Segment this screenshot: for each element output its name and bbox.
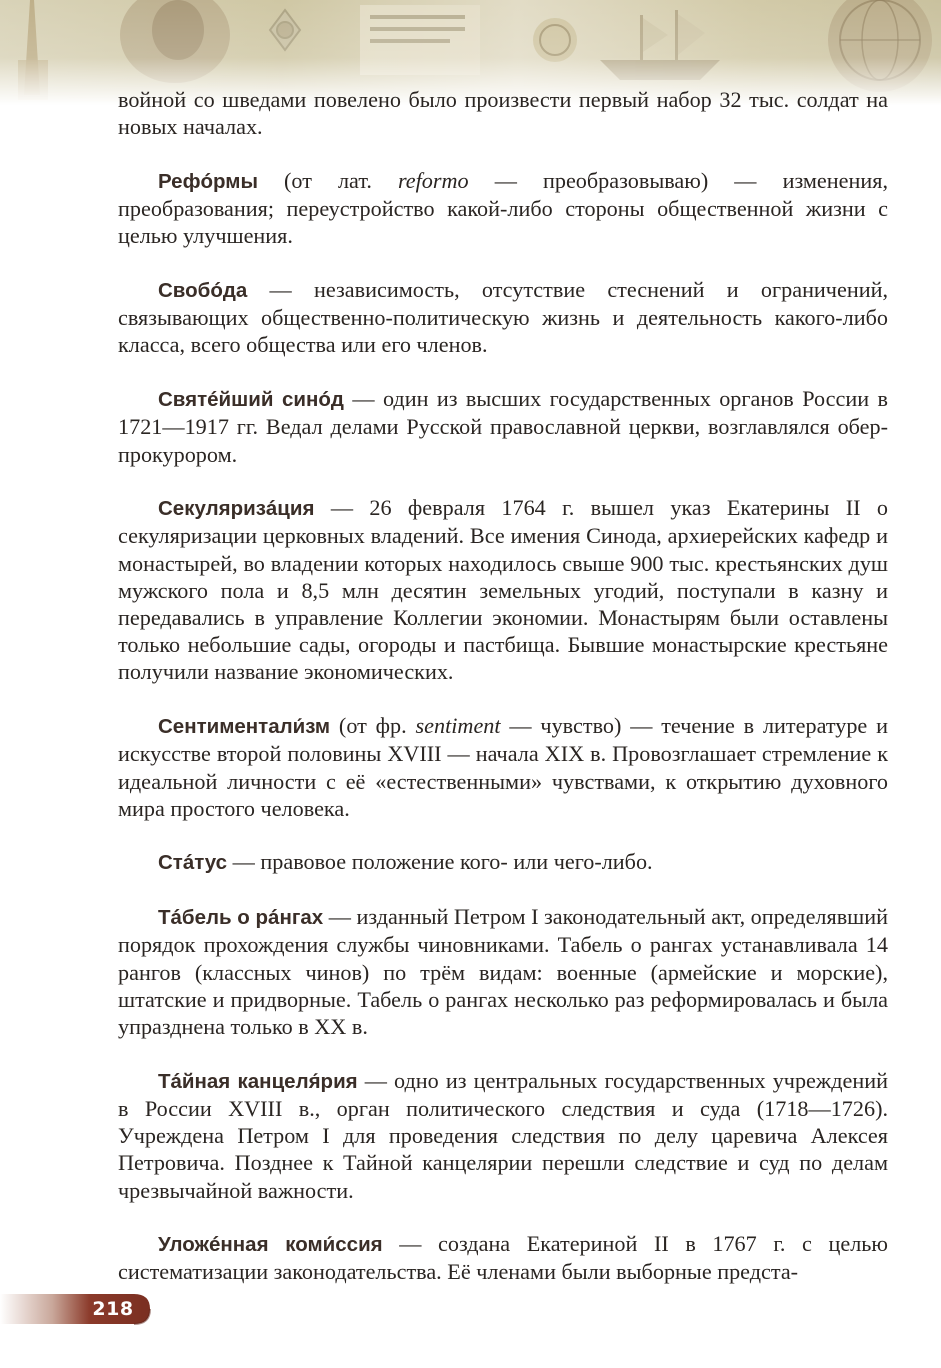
intro-text: войной со шведами повелено было произвести первый набор 32 тыс. солдат на новых началах. — [118, 87, 888, 140]
glossary-entry-tabel — [118, 903, 888, 1040]
term-sekulyarizatsiya: Секуляризáция — [158, 497, 315, 521]
glossary-entry-kantselyariya — [118, 1067, 888, 1204]
sentimentalizm-before-latin: (от фр. — [330, 713, 416, 739]
sentimentalizm-definition: — чувство) — течение в литературе и искусстве второй половины XVIII — начала XIX в. Провозглашает стремление к идеальной личности с её «естественными» чувствами, к открытию духовного мира простого человека. — [118, 713, 888, 821]
term-komissiya: Уложéнная коми́ссия — [158, 1233, 383, 1257]
term-status: Стáтус — [158, 851, 228, 875]
reformy-latin: reformo — [397, 167, 469, 193]
term-tabel: Тáбель о рáнгах — [158, 906, 324, 930]
glossary-content — [118, 86, 888, 1312]
reformy-definition: — преобразовываю) — изменения, преобразования; переустройство какой-либо стороны общественной жизни с целью улучшения. — [118, 167, 888, 249]
kantselyariya-definition: — одно из центральных государственных учреждений в России XVIII в., орган политического следствия и суда (1718—1726). Учреждена Петром I для проведения следствия по делу царевича Алексея Петровича. Позднее к Тайной канцелярии перешли следствие и суд по делам чрезвычайной важности. — [118, 1067, 888, 1203]
komissiya-definition: — создана Екатериной II в 1767 г. с целью систематизации законодательства. Её членами были выборные предста- — [118, 1231, 888, 1285]
svoboda-definition: — независимость, отсутствие стеснений и ограничений, связывающих общественно-политическую жизнь и деятельность какого-либо класса, всего общества или его членов. — [118, 277, 888, 358]
glossary-entry-sinod — [118, 385, 888, 468]
glossary-entry-komissiya — [118, 1230, 888, 1285]
tabel-definition: — изданный Петром I законодательный акт, определявший порядок прохождения службы чиновниками. Табель о рангах устанавливала 14 рангов (классных чинов) по трём видам: военные (армейские и морские), штатские и придворные. Табель о рангах несколько раз реформировалась и была упразднена только в XX в. — [118, 904, 889, 1039]
intro-paragraph — [118, 86, 888, 140]
glossary-entry-svoboda — [118, 276, 888, 359]
term-sinod: Святéйший синóд — [158, 388, 344, 412]
term-svoboda: Свобóда — [158, 279, 248, 303]
term-sentimentalizm: Сентиментали́зм — [158, 715, 331, 739]
sinod-definition: — один из высших государственных органов России в 1721—1917 гг. Ведал делами Русской православной церкви, возглавлялся обер-прокурором. — [118, 386, 888, 467]
term-reformy: Рефóрмы — [158, 169, 258, 193]
glossary-entry-sekulyarizatsiya — [118, 494, 888, 685]
glossary-entry-sentimentalizm — [118, 712, 888, 822]
glossary-entry-reformy — [118, 167, 888, 250]
page-number: 218 — [92, 1298, 134, 1320]
term-kantselyariya: Тáйная канцеля́рия — [158, 1069, 358, 1093]
sentimentalizm-latin: sentiment — [415, 713, 501, 739]
reformy-before-latin: (от лат. — [257, 167, 398, 193]
sekulyarizatsiya-definition: — 26 февраля 1764 г. вышел указ Екатерины II о секуляризации церковных владений. Все имения Синода, архиерейских кафедр и монастырей, во владении которых находилось свыше 900 тыс. крестьянских душ мужского пола и 8,5 млн десятин земельных угодий, поступали в казну и передавались в управление Коллегии экономии. Монастырям были оставлены только небольшие сады, огороды и пастбища. Бывшие монастырские крестьяне получили название экономических. — [118, 495, 888, 685]
glossary-entry-status — [118, 848, 888, 876]
status-definition: — правовое положение кого- или чего-либо. — [227, 849, 653, 875]
